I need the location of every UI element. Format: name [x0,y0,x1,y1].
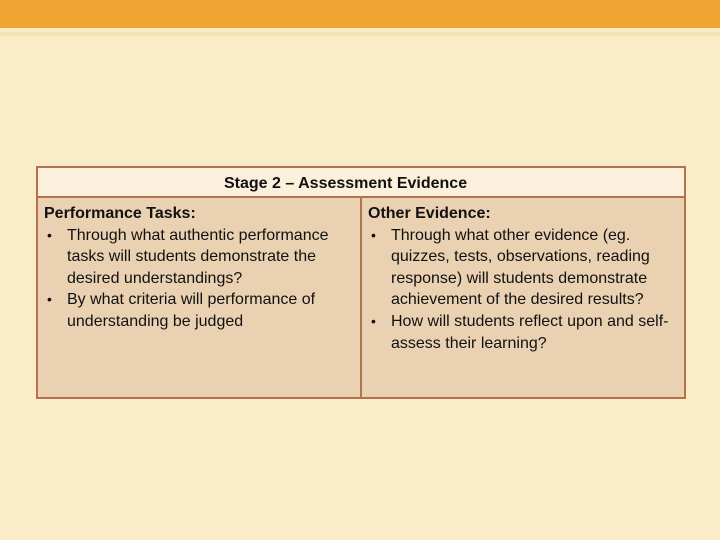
table-header-row [38,168,684,198]
list-item [368,225,684,311]
bullet-text: Through what other evidence (eg. quizzes, tests, observations, reading response) will students demonstrate achievement of the desired results? [391,226,650,309]
other-evidence-title: Other Evidence: [368,205,491,222]
bullet-icon: • [371,312,376,329]
performance-tasks-title: Performance Tasks: [44,205,196,222]
list-item [368,311,684,354]
bullet-icon: • [47,226,52,243]
assessment-table [36,166,686,399]
list-item [44,225,360,290]
list-item [44,289,360,332]
top-accent-bar [0,0,720,28]
bullet-text: Through what authentic performance tasks will students demonstrate the desired understandings? [67,226,329,287]
top-divider-line [0,32,720,36]
bullet-icon: • [371,226,376,243]
bullet-icon: • [47,291,52,308]
bullet-text: How will students reflect upon and self-assess their learning? [391,312,669,352]
bullet-text: By what criteria will performance of understanding be judged [67,291,316,330]
other-evidence-list [368,225,684,355]
performance-tasks-list [44,225,360,333]
performance-tasks-cell [38,198,362,397]
table-header-title: Stage 2 – Assessment Evidence [224,175,468,192]
other-evidence-cell [362,198,684,397]
